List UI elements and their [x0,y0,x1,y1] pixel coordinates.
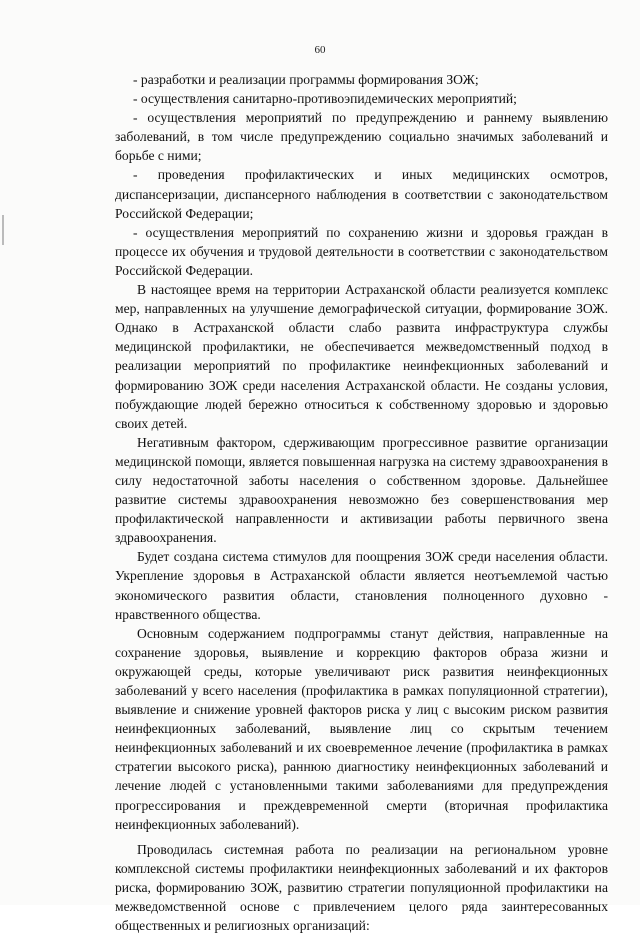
list-item: - осуществления мероприятий по сохранению жизни и здоровья граждан в процессе их обучения и трудовой деятельности в соответствии с законодательством Российской Федерации. [115,224,608,278]
body-paragraph: Будет создана система стимулов для поощрения ЗОЖ среди населения области. Укрепление здоровья в Астраханской области является неотъемлемой частью экономического развития области, становления полноценного духовно - нравственного общества. [115,549,608,622]
body-paragraph: Проводилась системная работа по реализации на региональном уровне комплексной системы профилактики неинфекционных заболеваний и их факторов риска, формированию ЗОЖ, развитию стратегии популяционной профилактики на межведомственной основе с привлечением целого ряда заинтересованных общественных и религиозных организаций: [115,841,608,934]
body-paragraph: Основным содержанием подпрограммы станут действия, направленные на сохранение здоровья, выявление и коррекцию факторов образа жизни и окружающей среды, которые увеличивают риск развития неинфекционных заболеваний у всего населения (профилактика в рамках популяционной стратегии), выявление и снижение уровней факторов риска у лиц с высоким риском развития неинфекционных заболеваний, выявление лиц со скрытым течением неинфекционных заболеваний и их своевременное лечение (профилактика в рамках стратегии высокого риска), раннюю диагностику неинфекционных заболеваний и лечение людей с установленными такими заболеваниями для предупреждения прогрессирования и преждевременной смерти (вторичная профилактика неинфекционных заболеваний). [115,625,608,832]
page-number: 60 [314,44,326,56]
list-item: - осуществления санитарно-противоэпидемических мероприятий; [133,91,517,107]
body-paragraph: Негативным фактором, сдерживающим прогрессивное развитие организации медицинской помощи, является повышенная нагрузка на систему здравоохранения в силу недостаточной заботы населения о собственном здоровье. Дальнейшее развитие системы здравоохранения невозможно без совершенствования мер профилактической направленности и активизации работы первичного звена здравоохранения. [115,434,608,546]
body-paragraph: В настоящее время на территории Астраханской области реализуется комплекс мер, направленных на улучшение демографической ситуации, формирование ЗОЖ. Однако в Астраханской области слабо развита инфраструктура службы медицинской профилактики, не обеспечивается межведомственный подход в реализации мероприятий по профилактике неинфекционных заболеваний и формированию ЗОЖ среди населения Астраханской области. Не созданы условия, побуждающие людей бережно относиться к собственному здоровью и здоровью своих детей. [115,282,608,431]
list-item: - разработки и реализации программы формирования ЗОЖ; [133,72,479,87]
list-item: - осуществления мероприятий по предупреждению и раннему выявлению заболеваний, в том числе предупреждению социально значимых заболеваний и борьбе с ними; [115,110,608,164]
page-body [115,70,608,935]
scan-margin-mark [2,215,4,245]
list-item: - проведения профилактических и иных медицинских осмотров, диспансеризации, диспансерного наблюдения в соответствии с законодательством Российской Федерации; [115,167,608,221]
